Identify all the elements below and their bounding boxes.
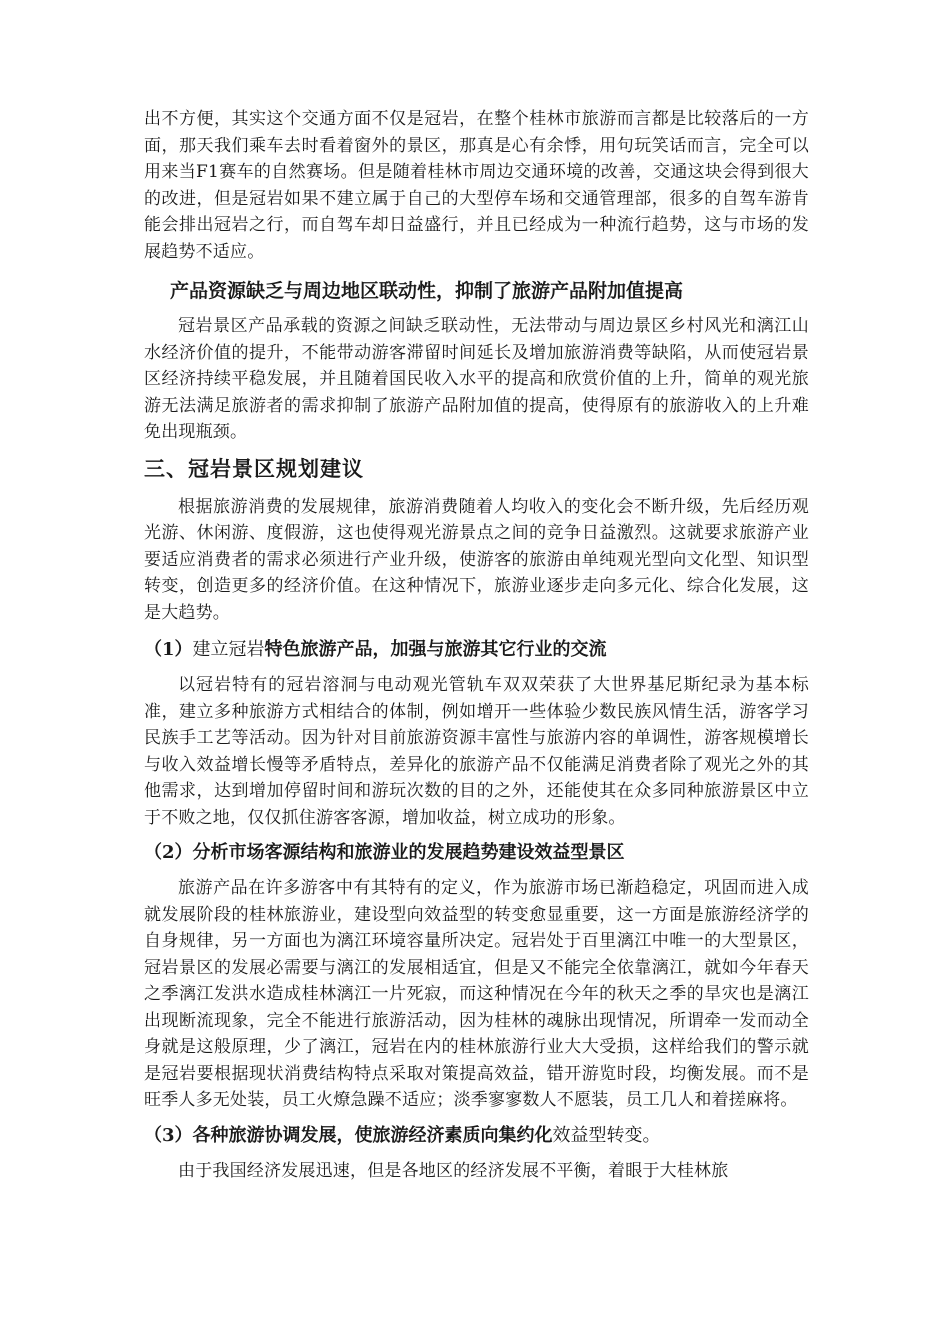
heading-item-3 (144, 1122, 809, 1150)
paragraph-item-3: 由于我国经济发展迅速，但是各地区的经济发展不平衡，着眼于大桂林旅 (178, 1160, 729, 1181)
heading-item-3-plain: 效益型转变。 (552, 1124, 661, 1146)
paragraph-traffic: 出不方便，其实这个交通方面不仅是冠岩，在整个桂林市旅游而言都是比较落后的一方面，那天我们乘车去时看着窗外的景区，那真是心有余悸，用句玩笑话而言，完全可以用来当F1赛车的自然赛场。但是随着桂林市周边交通环境的改善，交通这块会得到很大的改进，但是冠岩如果不建立属于自己的大型停车场和交通管理部，很多的自驾车游肯能会排出冠岩之行，而自驾车却日益盛行，并且已经成为一种流行趋势，这与市场的发展趋势不适应。 (144, 109, 809, 262)
paragraph-resource-linkage: 冠岩景区产品承载的资源之间缺乏联动性，无法带动与周边景区乡村风光和漓江山水经济价值的提升，不能带动游客滞留时间延长及增加旅游消费等缺陷，从而使冠岩景区经济持续平稳发展，并且随着国民收入水平的提高和欣赏价值的上升，简单的观光旅游无法满足旅游者的需求抑制了旅游产品附加值的提高，使得原有的旅游收入的上升难免出现瓶颈。 (144, 316, 809, 442)
heading-item-1 (144, 636, 809, 664)
heading-item-1-plain: 建立冠岩 (192, 639, 265, 660)
heading-item-1-number: （1） (144, 639, 193, 660)
paragraph-consumption-trend: 根据旅游消费的发展规律，旅游消费随着人均收入的变化会不断升级，先后经历观光游、休闲游、度假游，这也使得观光游景点之间的竞争日益激烈。这就要求旅游产业要适应消费者的需求必须进行产业升级，使游客的旅游由单纯观光型向文化型、知识型转变，创造更多的经济价值。在这种情况下，旅游业逐步走向多元化、综合化发展，这是大趋势。 (144, 496, 809, 623)
document-body (144, 106, 809, 1184)
paragraph-item-2: 旅游产品在许多游客中有其特有的定义，作为旅游市场已渐趋稳定，巩固而进入成就发展阶段的桂林旅游业，建设型向效益型的转变愈显重要，这一方面是旅游经济学的自身规律，另一方面也为漓江环境容量所决定。冠岩处于百里漓江中唯一的大型景区，冠岩景区的发展必需要与漓江的发展相适宜，但是又不能完全依靠漓江，就如今年春天之季漓江发洪水造成桂林漓江一片死寂，而这种情况在今年的秋天之季的旱灾也是漓江出现断流现象，完全不能进行旅游活动，因为桂林的魂脉出现情况，所谓牵一发而动全身就是这般原理，少了漓江，冠岩在内的桂林旅游行业大大受损，这样给我们的警示就是冠岩要根据现状消费结构特点采取对策提高效益，错开游览时段，均衡发展。而不是旺季人多无处装，员工火燎急躁不适应；淡季寥寥数人不愿装，员工几人和着搓麻将。 (144, 878, 809, 1110)
heading-item-1-bold: 特色旅游产品，加强与旅游其它行业的交流 (264, 639, 607, 660)
heading-item-3-bold: 各种旅游协调发展，使旅游经济素质向集约化 (192, 1124, 553, 1146)
section-heading-planning: 三、冠岩景区规划建议 (144, 456, 364, 481)
heading-item-2-bold: 分析市场客源结构和旅游业的发展趋势建设效益型景区 (192, 842, 625, 863)
paragraph-item-1: 以冠岩特有的冠岩溶洞与电动观光管轨车双双荣获了大世界基尼斯纪录为基本标准，建立多种旅游方式相结合的体制，例如增开一些体验少数民族风情生活，游客学习民族手工艺等活动。因为针对目前旅游资源丰富性与旅游内容的单调性，游客规模增长与收入效益增长慢等矛盾特点，差异化的旅游产品不仅能满足消费者除了观光之外的其他需求，达到增加停留时间和游玩次数的目的之外，还能使其在众多同种旅游景区中立于不败之地，仅仅抓住游客客源，增加收益，树立成功的形象。 (144, 675, 809, 828)
heading-item-3-number: （3） (144, 1124, 193, 1146)
subheading-resource-linkage: 产品资源缺乏与周边地区联动性，抑制了旅游产品附加值提高 (170, 280, 684, 302)
heading-item-2 (144, 839, 809, 867)
heading-item-2-number: （2） (144, 842, 193, 863)
